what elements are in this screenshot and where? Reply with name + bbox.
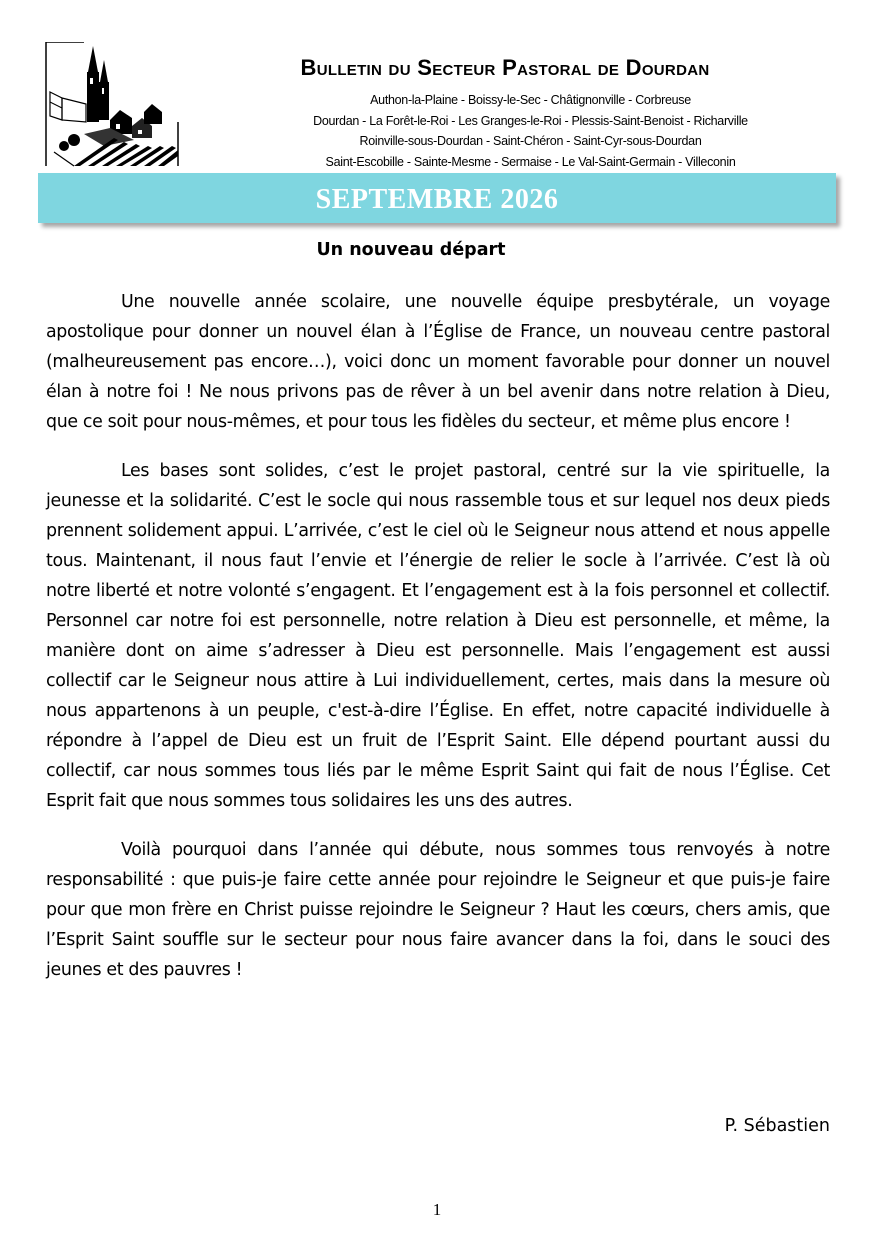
parish-line: Authon-la-Plaine - Boissy-le-Sec - Châtignonville - Corbreuse [370,93,691,107]
month-banner [38,173,836,223]
article-title: Un nouveau départ [316,240,506,260]
article-body [46,287,830,1004]
article-paragraph: Une nouvelle année scolaire, une nouvelle équipe presbytérale, un voyage apostolique pour donner un nouvel élan à l’Église de France, un nouveau centre pastoral (malheureusement pas encore…), voici donc un moment favorable pour donner un nouvel élan à notre foi ! Ne nous privons pas de rêver à un bel avenir dans notre relation à Dieu, que ce soit pour nous-mêmes, et pour tous les fidèles du secteur, et même plus encore ! [46,292,830,432]
parish-line: Roinville-sous-Dourdan - Saint-Chéron - Saint-Cyr-sous-Dourdan [359,134,702,148]
month-label: SEPTEMBRE 2026 [315,184,559,215]
article-paragraph: Voilà pourquoi dans l’année qui débute, nous sommes tous renvoyés à notre responsabilité : que puis-je faire cette année pour rejoindre le Seigneur et que puis-je faire pour que mon frère en Christ puisse rejoindre le Seigneur ? Haut les cœurs, chers amis, que l’Esprit Saint souffle sur le secteur pour nous faire avancer dans la foi, dans le souci des jeunes et des pauvres ! [46,840,830,980]
page-number: 1 [432,1200,442,1219]
signature: P. Sébastien [724,1116,830,1136]
parish-list [248,90,813,172]
article-paragraph: Les bases sont solides, c’est le projet pastoral, centré sur la vie spirituelle, la jeunesse et la solidarité. C’est le socle qui nous rassemble tous et sur lequel nos deux pieds prennent solidement appui. L’arrivée, c’est le ciel où le Seigneur nous attend et nous appelle tous. Maintenant, il nous faut l’envie et l’énergie de relier le socle à l’arrivée. C’est là où notre liberté et notre volonté s’engagent. Et l’engagement est à la fois personnel et collectif. Personnel car notre foi est personnelle, notre relation à Dieu est personnelle, et même, la manière dont on aime s’adresser à Dieu est personnelle. Mais l’engagement est aussi collectif car le Seigneur nous attire à Lui individuellement, certes, mais dans la mesure où nous appartenons à un peuple, c'est-à-dire l’Église. En effet, notre capacité individuelle à répondre à l’appel de Dieu est un fruit de l’Esprit Saint. Elle dépend pourtant aussi du collectif, car nous sommes tous liés par le même Esprit Saint qui fait de nous l’Église. Cet Esprit fait que nous sommes tous solidaires les uns des autres. [46,461,830,811]
parish-line: Saint-Escobille - Sainte-Mesme - Sermaise - Le Val-Saint-Germain - Villeconin [325,154,736,169]
parish-line: Dourdan - La Forêt-le-Roi - Les Granges-le-Roi - Plessis-Saint-Benoist - Richarville [313,113,748,128]
church-village-illustration-icon [44,42,180,168]
bulletin-title: Bulletin du Secteur Pastoral de Dourdan [300,55,710,80]
